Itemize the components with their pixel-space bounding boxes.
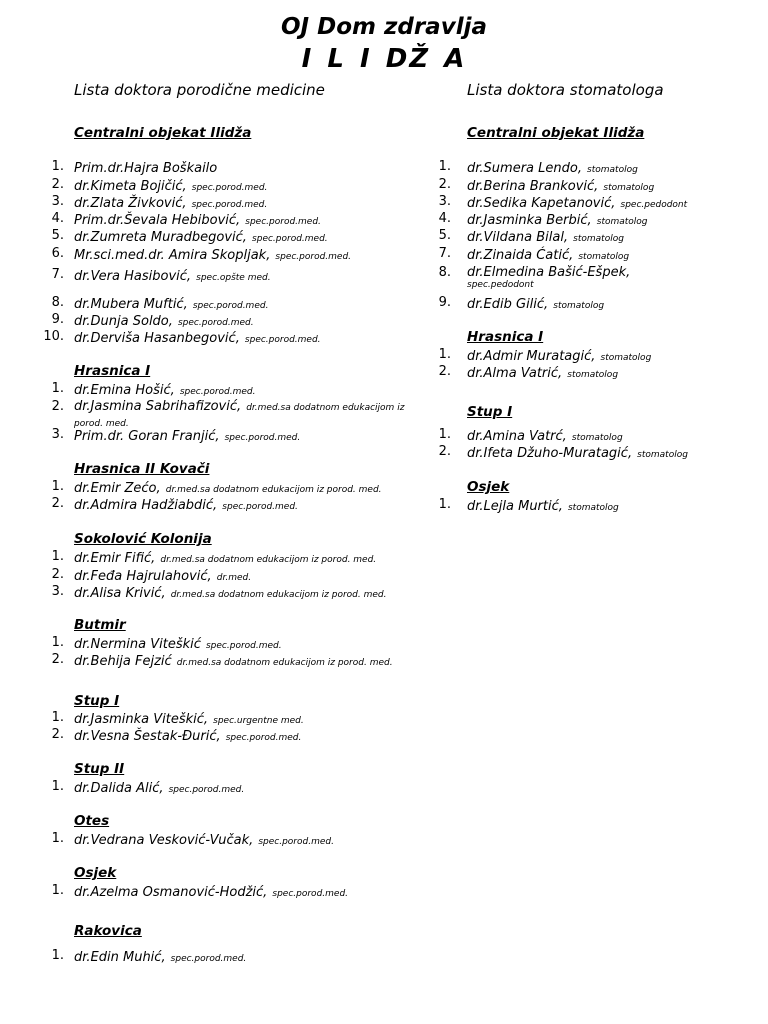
section-hrasnica-i [430, 328, 760, 381]
list-item [0, 947, 420, 968]
item-number: 1. [51, 710, 64, 725]
list-item [0, 583, 420, 604]
item-number: 1. [51, 635, 64, 650]
doctor-specialty: spec.porod.med. [222, 502, 298, 512]
item-number: 1. [51, 381, 64, 396]
list-item [0, 778, 420, 799]
item-number: 6. [51, 246, 64, 261]
doctor-specialty: stomatolog [600, 353, 652, 363]
list-item [0, 328, 420, 349]
section-osjek [0, 864, 420, 900]
item-number: 4. [51, 211, 64, 226]
item-number: 4. [438, 211, 451, 226]
section-stup-i [430, 403, 760, 461]
item-number: 7. [438, 246, 451, 261]
doctor-name: dr.Dalida Alić, [74, 781, 164, 796]
item-number: 10. [43, 329, 64, 344]
doctor-specialty: spec.porod.med. [177, 318, 254, 328]
family-medicine-heading: Lista doktora porodične medicine [74, 81, 325, 99]
doctor-name: dr.Feđa Hajrulahović, [74, 569, 212, 584]
section-title: Osjek [74, 865, 117, 881]
section-title: Centralni objekat Ilidža [467, 125, 645, 141]
document-title: OJ Dom zdravlja [281, 14, 487, 40]
doctor-name: dr.Dunja Soldo, [74, 314, 173, 329]
doctor-specialty: spec.porod.med. [179, 387, 256, 397]
section-title: Stup I [467, 404, 513, 420]
doctor-name: Prim.dr.Ševala Hebibović, [74, 213, 241, 228]
doctor-specialty: stomatolog [637, 450, 688, 460]
item-number: 2. [51, 496, 64, 511]
doctor-name: dr.Jasminka Berbić, [467, 213, 592, 228]
doctor-name: dr.Behija Fejzić [74, 654, 172, 669]
doctor-name: dr.Sedika Kapetanović, [467, 196, 616, 211]
doctor-specialty: stomatolog [567, 503, 619, 513]
doctor-name: dr.Elmedina Bašić-Ešpek, [467, 265, 631, 280]
doctor-name: dr.Alma Vatrić, [467, 366, 563, 381]
doctor-name: dr.Nermina Viteškić [74, 637, 201, 652]
doctor-specialty: stomatolog [567, 370, 619, 380]
doctor-specialty: stomatolog [578, 252, 630, 262]
list-item [430, 496, 760, 517]
doctor-specialty: spec.porod.med. [225, 733, 302, 743]
section-title: Hrasnica I [467, 329, 544, 345]
doctor-specialty: spec.porod.med. [245, 217, 321, 227]
section-title: Stup I [74, 693, 120, 709]
doctor-name: dr.Admira Hadžiabdić, [74, 498, 218, 513]
doctor-name: dr.Mubera Muftić, [74, 297, 188, 312]
doctor-name: dr.Derviša Hasanbegović, [74, 331, 240, 346]
doctor-name: dr.Vera Hasibović, [74, 269, 192, 284]
section-stup-i [0, 692, 420, 744]
item-number: 2. [51, 727, 64, 742]
doctor-specialty: stomatolog [573, 234, 624, 244]
item-number: 1. [51, 479, 64, 494]
list-item [0, 651, 420, 672]
item-number: 2. [51, 567, 64, 582]
section-stup-ii [0, 760, 420, 796]
dentist-heading: Lista doktora stomatologa [467, 81, 664, 99]
item-number: 2. [51, 177, 64, 192]
section-title: Osjek [467, 479, 510, 495]
doctor-specialty: spec.porod.med. [191, 200, 268, 210]
item-number: 5. [438, 228, 451, 243]
doctor-name: dr.Azelma Osmanović-Hodžić, [74, 885, 268, 900]
item-number: 2. [438, 444, 451, 459]
section-butmir [0, 616, 420, 669]
item-number: 3. [51, 584, 64, 599]
doctor-name: dr.Sumera Lendo, [467, 161, 582, 176]
item-number: 1. [438, 159, 451, 174]
doctor-name: dr.Lejla Murtić, [467, 499, 563, 514]
list-item [430, 363, 760, 384]
list-item [0, 245, 420, 266]
doctor-specialty: stomatolog [553, 301, 605, 311]
doctor-specialty: dr.med.sa dodatnom edukacijom iz porod. med. [165, 485, 382, 495]
item-number: 1. [51, 779, 64, 794]
doctor-name: dr.Zinaida Ćatić, [467, 248, 574, 263]
item-number: 8. [438, 265, 451, 280]
doctor-name: dr.Amina Vatrć, [467, 429, 567, 444]
doctor-specialty: stomatolog [603, 183, 655, 193]
doctor-specialty: spec.urgentne med. [213, 716, 304, 726]
item-number: 9. [438, 295, 451, 310]
doctor-name: dr.Berina Branković, [467, 179, 599, 194]
doctor-specialty: spec.pedodont [467, 280, 534, 290]
section-centralni-objekat-ilidza [0, 124, 420, 346]
item-number: 5. [51, 228, 64, 243]
doctor-specialty: spec.porod.med. [192, 301, 269, 311]
doctor-specialty: stomatolog [587, 165, 638, 175]
list-item [0, 726, 420, 747]
doctor-name: dr.Vesna Šestak-Đurić, [74, 729, 221, 744]
doctor-specialty: spec.porod.med. [168, 785, 245, 795]
doctor-specialty: dr.med.sa dodatnom edukacijom iz porod. med. [170, 590, 387, 600]
item-number: 3. [438, 194, 451, 209]
section-otes [0, 812, 420, 848]
doctor-specialty: spec.opšte med. [196, 273, 271, 283]
doctor-specialty: dr.med. [216, 573, 252, 583]
item-number: 1. [438, 427, 451, 442]
section-title: Sokolović Kolonija [74, 531, 212, 547]
section-title: Hrasnica I [74, 363, 151, 379]
list-item [430, 264, 760, 292]
list-item [430, 443, 760, 464]
list-item [0, 495, 420, 516]
item-number: 3. [51, 427, 64, 442]
doctor-name: dr.Edin Muhić, [74, 950, 166, 965]
doctor-specialty: spec.porod.med. [252, 234, 328, 244]
item-number: 1. [438, 347, 451, 362]
doctor-name: dr.Zlata Živković, [74, 196, 187, 211]
doctor-specialty: spec.porod.med. [191, 183, 268, 193]
list-item [430, 294, 760, 315]
section-sokolovic-kolonija [0, 530, 420, 601]
item-number: 2. [438, 177, 451, 192]
item-number: 9. [51, 312, 64, 327]
section-title: Centralni objekat Ilidža [74, 125, 252, 141]
doctor-specialty: spec.porod.med. [205, 641, 282, 651]
item-number: 1. [51, 549, 64, 564]
section-hrasnica-i [0, 362, 420, 444]
item-number: 1. [51, 883, 64, 898]
list-item [0, 830, 420, 851]
doctor-name: dr.Emir Fifić, [74, 551, 156, 566]
item-number: 2. [438, 364, 451, 379]
doctor-name: dr.Emir Zećo, [74, 481, 161, 496]
doctor-specialty: stomatolog [571, 433, 623, 443]
doctor-name: dr.Emina Hošić, [74, 383, 175, 398]
doctor-specialty: spec.pedodont [620, 200, 688, 210]
item-number: 1. [438, 497, 451, 512]
doctor-name: dr.Alisa Krivić, [74, 586, 166, 601]
list-item [0, 882, 420, 903]
section-centralni-objekat-ilidza [430, 124, 760, 312]
section-osjek [430, 478, 760, 514]
doctor-specialty: dr.med.sa dodatnom edukacijom iz porod. med. [74, 403, 405, 429]
section-title: Rakovica [74, 923, 142, 939]
doctor-name: Mr.sci.med.dr. Amira Skopljak, [74, 248, 271, 263]
doctor-name: dr.Jasmina Sabrihafizović, [74, 399, 242, 414]
doctor-specialty: spec.porod.med. [224, 433, 301, 443]
doctor-specialty: spec.porod.med. [272, 889, 349, 899]
item-number: 3. [51, 194, 64, 209]
item-number: 1. [51, 159, 64, 174]
list-item [0, 266, 420, 287]
doctor-name: dr.Kimeta Bojičić, [74, 179, 187, 194]
document-subtitle: I L I DŽ A [301, 44, 467, 74]
doctor-specialty: spec.porod.med. [258, 837, 334, 847]
doctor-name: dr.Vedrana Vesković-Vučak, [74, 833, 254, 848]
doctor-specialty: dr.med.sa dodatnom edukacijom iz porod. med. [160, 555, 377, 565]
doctor-specialty: stomatolog [596, 217, 648, 227]
list-item [0, 158, 420, 177]
doctor-name: dr.Zumreta Muradbegović, [74, 230, 247, 245]
doctor-name: dr.Edib Gilić, [467, 297, 549, 312]
item-number: 1. [51, 831, 64, 846]
doctor-name: dr.Jasminka Viteškić, [74, 712, 209, 727]
section-title: Stup II [74, 761, 125, 777]
item-number: 2. [51, 399, 64, 414]
section-title: Otes [74, 813, 110, 829]
section-rakovica [0, 922, 420, 965]
item-number: 2. [51, 652, 64, 667]
doctor-name: dr.Admir Muratagić, [467, 349, 596, 364]
section-hrasnica-ii-kovaci [0, 460, 420, 513]
doctor-name: dr.Ifeta Džuho-Muratagić, [467, 446, 633, 461]
doctor-name: dr.Vildana Bilal, [467, 230, 569, 245]
item-number: 1. [51, 948, 64, 963]
doctor-specialty: spec.porod.med. [275, 252, 352, 262]
item-number: 7. [51, 267, 64, 282]
doctor-name: Prim.dr. Goran Franjić, [74, 429, 220, 444]
doctor-specialty: dr.med.sa dodatnom edukacijom iz porod. med. [176, 658, 393, 668]
list-item [0, 426, 420, 447]
item-number: 8. [51, 295, 64, 310]
doctor-specialty: spec.porod.med. [170, 954, 247, 964]
section-title: Hrasnica II Kovači [74, 461, 210, 477]
list-item [430, 245, 760, 266]
doctor-name: Prim.dr.Hajra Boškailo [74, 161, 218, 176]
doctor-specialty: spec.porod.med. [244, 335, 321, 345]
section-title: Butmir [74, 617, 126, 633]
